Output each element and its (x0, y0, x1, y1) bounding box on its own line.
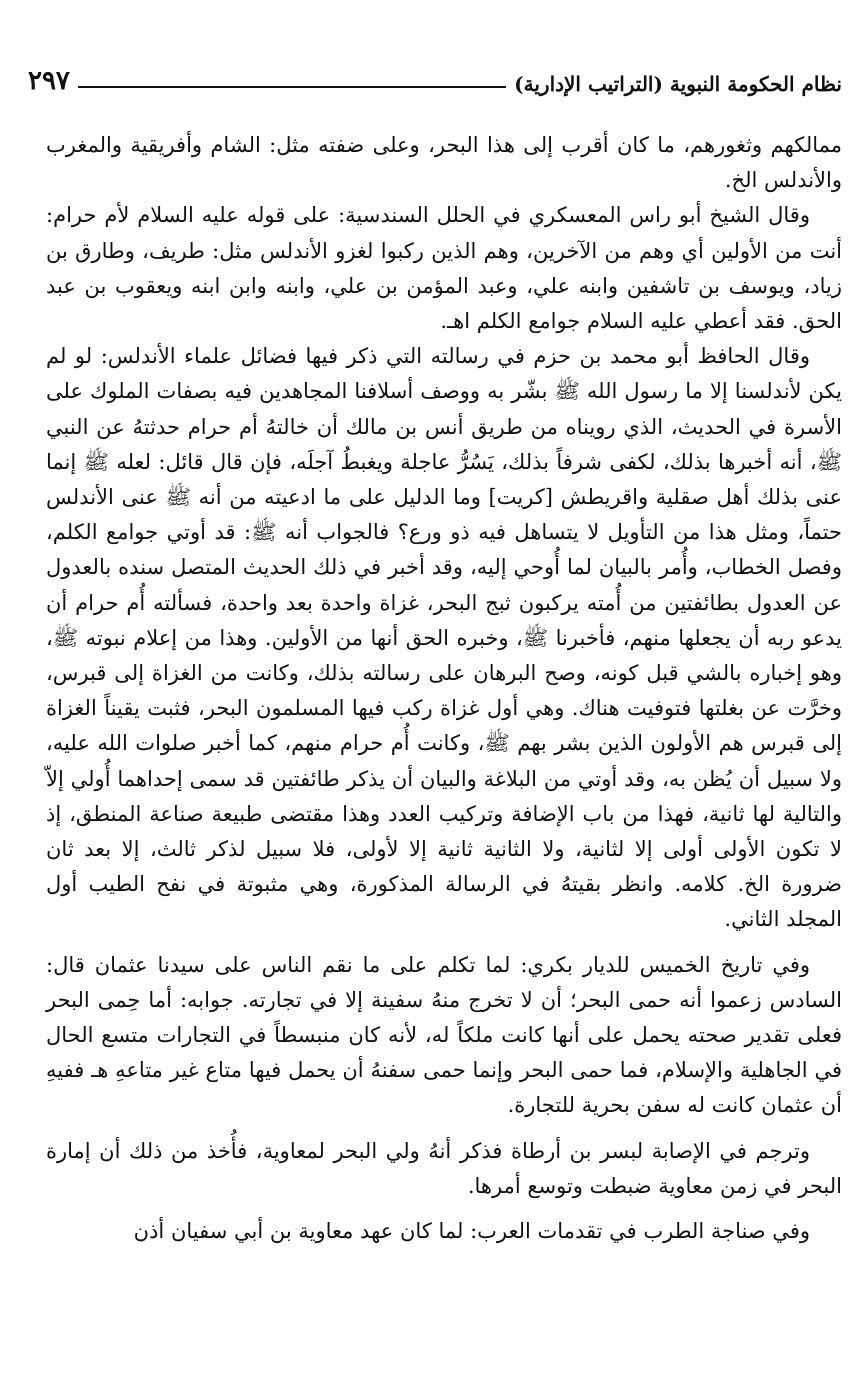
paragraph-5: وترجم في الإصابة لبسر بن أرطاة فذكر أنهُ ولي البحر لمعاوية، فأُخذ من ذلك أن إمارة البحر في زمن معاوية ضبطت وتوسع أمرها. (46, 1138, 842, 1198)
running-header (28, 56, 842, 96)
paragraph-4: وفي تاريخ الخميس للديار بكري: لما تكلم على ما نقم الناس على سيدنا عثمان قال: السادس زعموا أنه حمى البحر؛ أن لا تخرج منهُ سفينة إلا في تجارته. جوابه: أما حِمى البحر فعلى تقدير صحته يحمل على أنها كانت ملكاً له، لأنه كان منبسطاً في التجارات متسع الحال في الجاهلية والإسلام، فما حمى البحر وإنما حمى سفنهُ أن يحمل فيها متاع غير متاعهِ هـ ففيهِ أن عثمان كانت له سفن بحرية للتجارة. (46, 952, 842, 1118)
page-number: ٢٩٧ (28, 66, 70, 96)
paragraph-3: وقال الحافظ أبو محمد بن حزم في رسالته التي ذكر فيها فضائل علماء الأندلس: لو لم يكن لأندلسنا إلا ما رسول الله ﷺ بشّر به ووصف أسلافنا المجاهدين فيه بصفات الملوك على الأسرة في الحديث، الذي رويناه من طريق أنس بن مالك أن خالتهُ أم حرام حدثتهُ عن النبي ﷺ، أنه أخبرها بذلك، لكفى شرفاً بذلك، يَسُرُّ عاجلة ويغبطُ آجلَه، فإن قال قائل: لعله ﷺ إنما عنى بذلك أهل صقلية واقريطش [كريت] وما الدليل على ما ادعيته من أنه ﷺ عنى الأندلس حتماً، ومثل هذا من التأويل لا يتساهل فيه ذو ورع؟ فالجواب أنه ﷺ: قد أوتي جوامع الكلم، وفصل الخطاب، وأُمر بالبيان لما أُوحي إليه، وقد أخبر في ذلك الحديث المتصل سنده بالعدول عن العدول بطائفتين من أُمته يركبون ثبج البحر، غزاة واحدة بعد واحدة، فسألته أُم حرام أن يدعو ربه أن يجعلها منهم، فأخبرنا ﷺ، وخبره الحق أنها من الأولين. وهذا من إعلام نبوته ﷺ، وهو إخباره بالشي قبل كونه، وصح البرهان على رسالته بذلك، وكانت من الغزاة إلى قبرس، وخرَّت عن بغلتها فتوفيت هناك. وهي أول غزاة ركب فيها المسلمون البحر، فثبت يقيناً الغزاة إلى قبرس هم الأولون الذين بشر بهم ﷺ، وكانت أُم حرام منهم، كما أخبر صلوات الله عليه، ولا سبيل أن يُظن به، وقد أوتي من البلاغة والبيان أن يذكر طائفتين قد سمى إحداهما أُولي إلاّ والتالية لها ثانية، فهذا من باب الإضافة وتركيب العدد وهذا مقتضى طبيعة صناعة المنطق، إذ لا تكون الأولى أولى إلا لثانية، ولا الثانية ثانية إلا لأولى، فلا سبيل لذكر ثالث، إلا بعد ثان ضرورة الخ. كلامه. وانظر بقيتهُ في الرسالة المذكورة، وهي مثبوتة في نفح الطيب أول المجلد الثاني. (46, 344, 842, 932)
paragraph-6: وفي صناجة الطرب في تقدمات العرب: لما كان عهد معاوية بن أبي سفيان أذن (133, 1219, 810, 1244)
body-text (46, 128, 842, 1249)
book-title: نظام الحكومة النبوية (التراتيب الإدارية) (514, 72, 842, 96)
paragraph-2: وقال الشيخ أبو راس المعسكري في الحلل السندسية: على قوله عليه السلام لأم حرام: أنت من الأولين أي وهم من الآخرين، وهم الذين ركبوا لغزو الأندلس مثل: طريف، وطارق بن زياد، ويوسف بن تاشفين وابنه علي، وعبد المؤمن بن علي، وابنه وابن ابنه ويعقوب بن عبد الحق. فقد أعطي عليه السلام جوامع الكلم اهـ. (46, 203, 842, 334)
header-rule (78, 86, 506, 88)
paragraph-1: ممالكهم وثغورهم، ما كان أقرب إلى هذا البحر، وعلى ضفته مثل: الشام وأفريقية والمغرب والأندلس الخ. (46, 133, 842, 193)
